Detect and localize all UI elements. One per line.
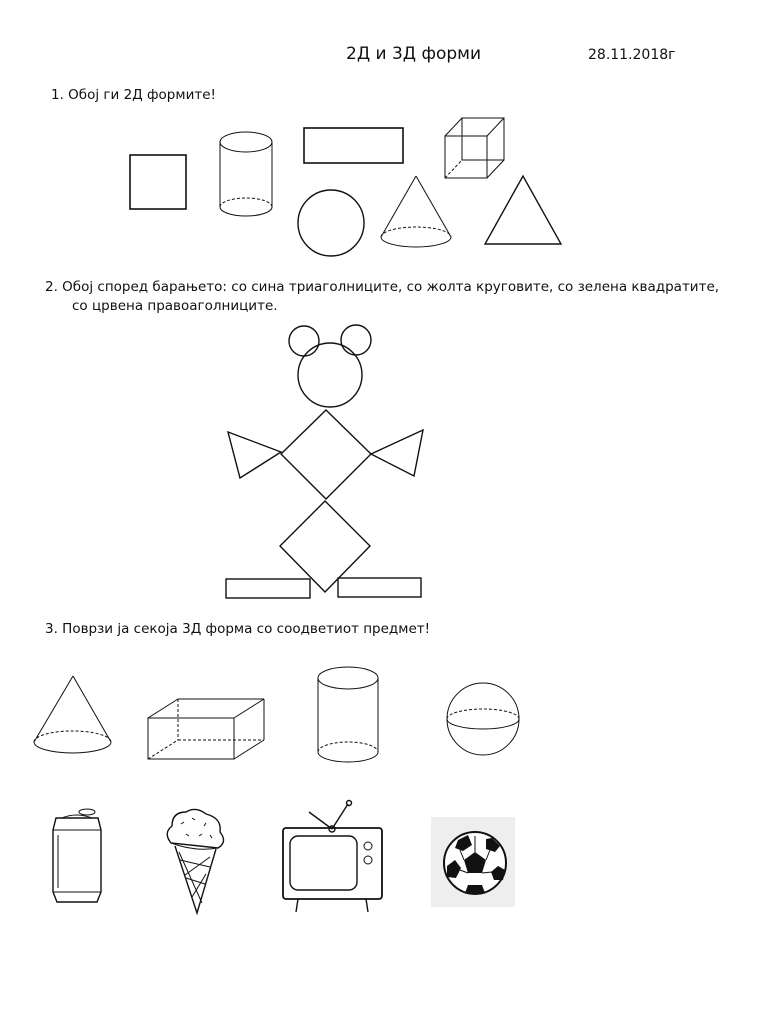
rectangle-shape xyxy=(304,128,403,163)
cylinder-3d xyxy=(318,667,378,762)
sphere-3d xyxy=(447,683,519,755)
square-shape xyxy=(130,155,186,209)
soccer-ball-icon xyxy=(431,817,515,907)
head-circle xyxy=(298,343,362,407)
forms-3d xyxy=(34,667,519,762)
right-arm-triangle xyxy=(371,430,423,476)
cube-shape xyxy=(445,118,504,178)
right-foot-rectangle xyxy=(338,578,421,597)
right-ear-circle xyxy=(341,325,371,355)
task-1-text: 1. Обој ги 2Д формите! xyxy=(51,87,216,103)
task-3-text: 3. Поврзи ја секоја 3Д форма со соодветиот предмет! xyxy=(45,621,431,637)
objects xyxy=(53,801,515,914)
task-1-shapes xyxy=(130,118,561,256)
task-2-text: 2. Обој според барањето: со сина триаголниците, со жолта круговите, со зелена квадратите, xyxy=(45,279,720,295)
cone-shape xyxy=(381,176,451,247)
circle-shape xyxy=(298,190,364,256)
cone-3d xyxy=(34,676,111,753)
left-arm-triangle xyxy=(228,432,281,478)
cylinder-shape xyxy=(220,132,272,216)
tv-icon xyxy=(283,801,382,913)
page-title: 2Д и 3Д форми xyxy=(346,44,482,64)
box-3d xyxy=(148,699,264,759)
body-square xyxy=(281,410,371,499)
triangle-shape xyxy=(485,176,561,244)
ice-cream-icon xyxy=(167,809,223,913)
left-foot-rectangle xyxy=(226,579,310,598)
shape-figure xyxy=(226,325,423,598)
left-ear-circle xyxy=(289,326,319,356)
worksheet-date: 28.11.2018г xyxy=(588,47,676,63)
task-2-text-continued: со црвена правоаголниците. xyxy=(72,298,278,314)
soda-can-icon xyxy=(53,809,101,902)
